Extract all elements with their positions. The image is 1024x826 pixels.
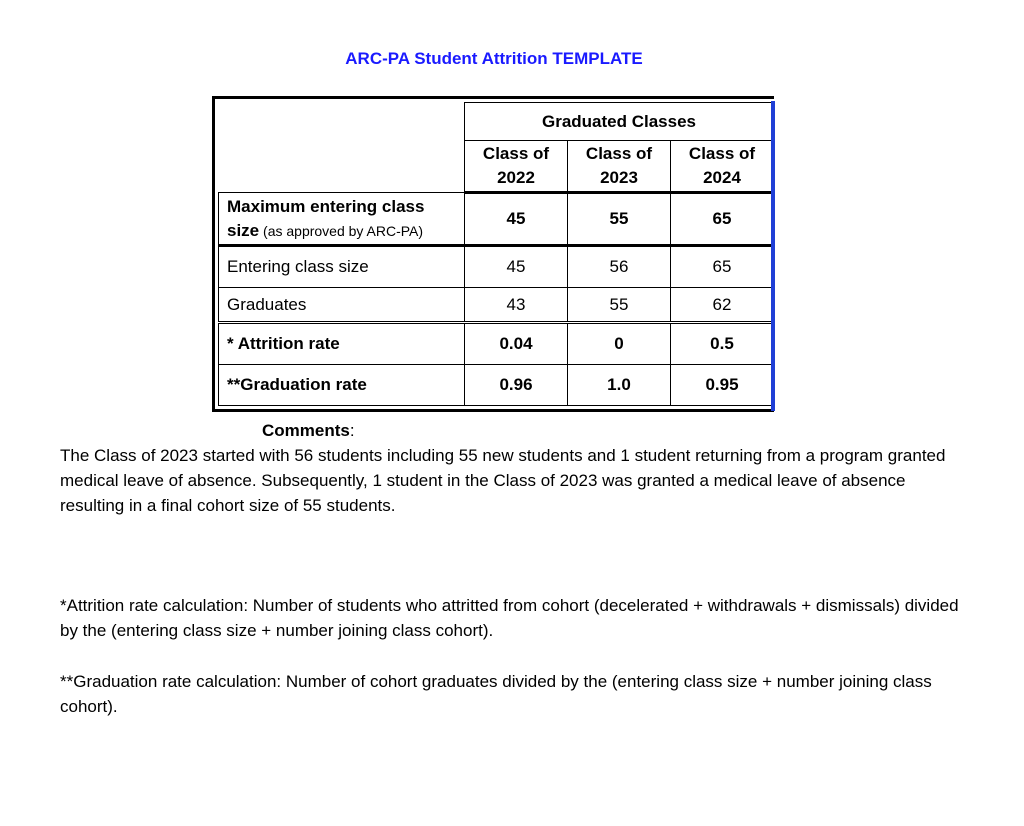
- graduation-rate-note: **Graduation rate calculation: Number of cohort graduates divided by the (entering class size + number joining class cohort).: [60, 672, 932, 716]
- table-cell: 0.95: [671, 365, 774, 406]
- table-cell: 62: [671, 288, 774, 323]
- table-cell: 55: [568, 288, 671, 323]
- column-header-2022: Class of 2022: [465, 141, 568, 193]
- column-header-2023: Class of 2023: [568, 141, 671, 193]
- table-cell: 1.0: [568, 365, 671, 406]
- row-label-max-class-size: Maximum entering class size (as approved by ARC-PA): [219, 193, 465, 246]
- comments-text: The Class of 2023 started with 56 students including 55 new students and 1 student returning from a program granted medical leave of absence. Subsequently, 1 student in the Class of 2023 was granted a medical leave of absence resulting in a final cohort size of 55 students.: [60, 446, 946, 515]
- graduated-classes-header: Graduated Classes: [465, 103, 774, 141]
- table-cell: 56: [568, 246, 671, 288]
- table-cell: 55: [568, 193, 671, 246]
- row-label-entering-class-size: Entering class size: [219, 246, 465, 288]
- attrition-table: [218, 102, 774, 406]
- table-cell: 65: [671, 246, 774, 288]
- table-cell: 65: [671, 193, 774, 246]
- row-label-graduation-rate: **Graduation rate: [219, 365, 465, 406]
- table-cell: 0.5: [671, 323, 774, 365]
- column-header-2024: Class of 2024: [671, 141, 774, 193]
- row-label-graduates: Graduates: [219, 288, 465, 323]
- table-cell: 0: [568, 323, 671, 365]
- table-cell: 43: [465, 288, 568, 323]
- table-cell: 45: [465, 246, 568, 288]
- table-cell: 45: [465, 193, 568, 246]
- table-cell: 0.04: [465, 323, 568, 365]
- comments-heading: Comments:: [262, 421, 355, 440]
- page-title: ARC-PA Student Attrition TEMPLATE: [345, 49, 643, 68]
- row-label-attrition-rate: * Attrition rate: [219, 323, 465, 365]
- table-corner-cell: [219, 103, 465, 193]
- table-cell: 0.96: [465, 365, 568, 406]
- attrition-rate-note: *Attrition rate calculation: Number of students who attritted from cohort (decelerated + withdrawals + dismissals) divided by the (entering class size + number joining class cohort).: [60, 596, 959, 640]
- attrition-table-frame: [212, 96, 774, 412]
- table-blue-edge: [771, 101, 775, 411]
